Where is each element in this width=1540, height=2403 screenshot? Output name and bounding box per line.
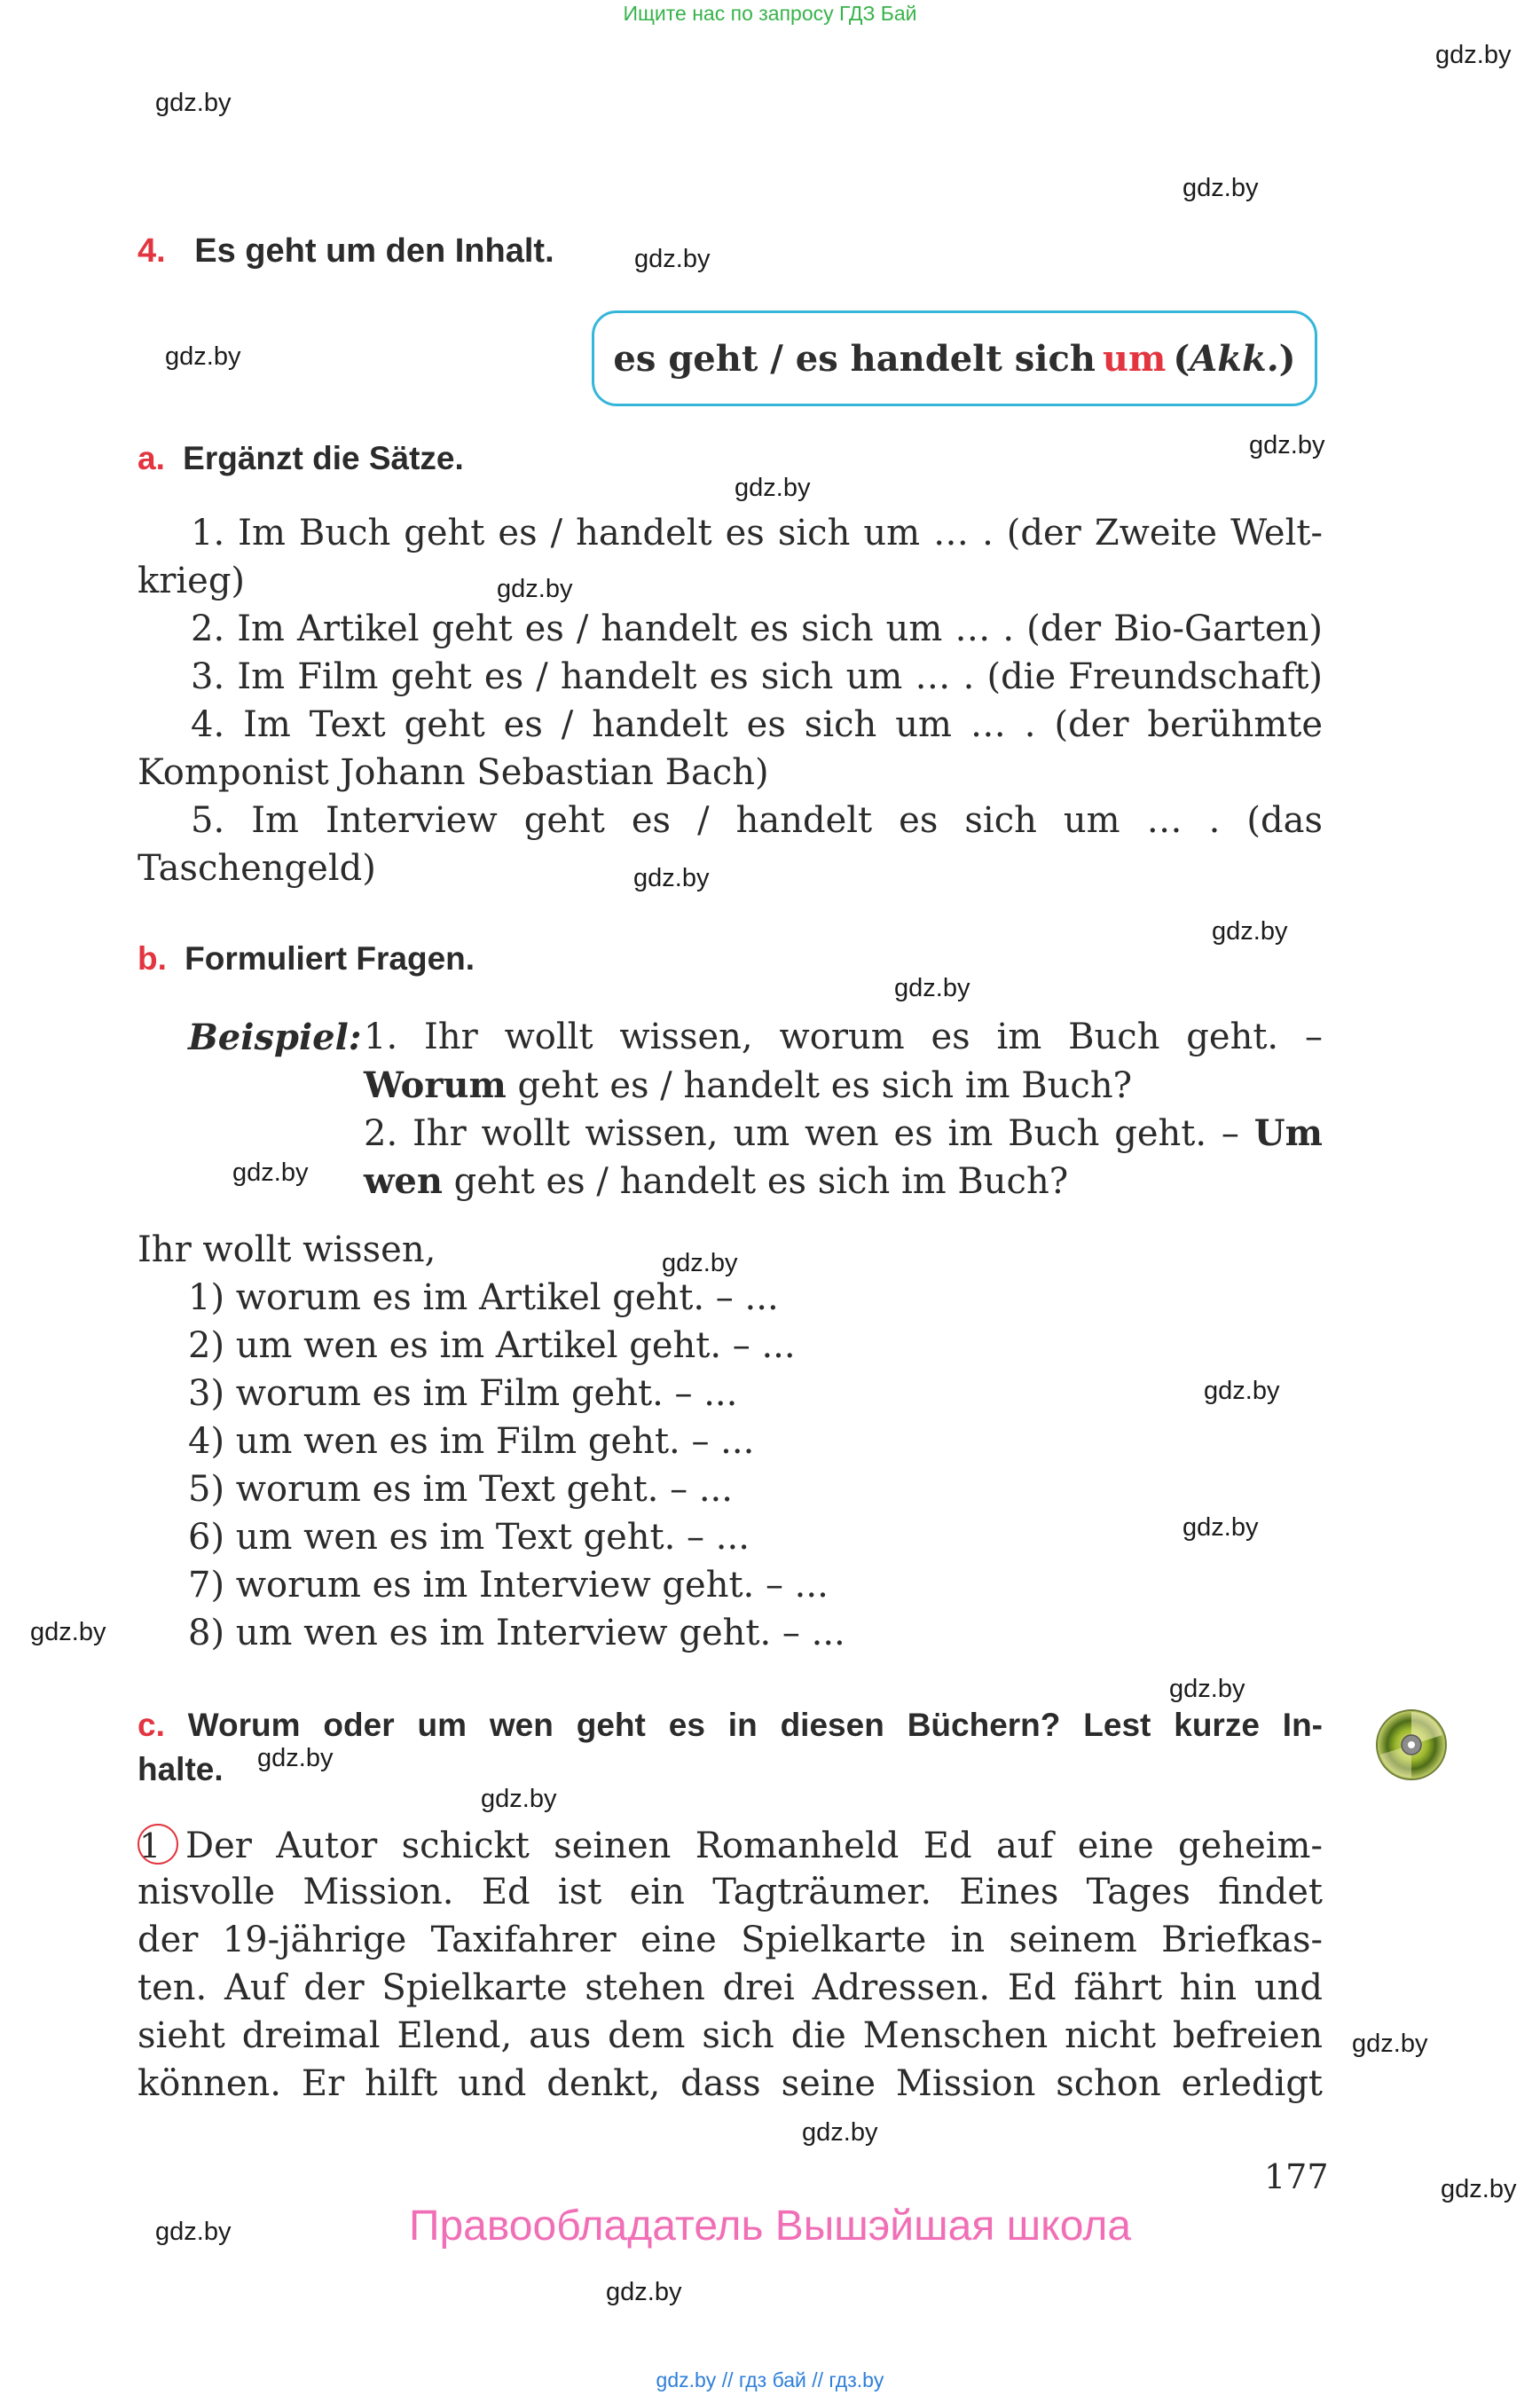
- task-number: 4.: [138, 232, 166, 270]
- sentence-line: 3. Im Film geht es / handelt es sich um … . (die Freundschaft): [191, 656, 1323, 697]
- question-item: 7) worum es im Interview geht. – ...: [188, 1565, 829, 1606]
- sentence-line: krieg): [138, 561, 246, 601]
- grammar-hint-preposition: um: [1102, 337, 1167, 380]
- sentence-line: 4. Im Text geht es / handelt es sich um … . (der berühmte: [191, 704, 1323, 745]
- grammar-hint-paren-open: (: [1173, 337, 1190, 380]
- reading-text-line: der 19-jährige Taxifahrer eine Spielkarte in seinem Briefkas-: [138, 1920, 1323, 1960]
- question-item: 4) um wen es im Film geht. – ...: [188, 1421, 755, 1462]
- reading-text-line: sieht dreimal Elend, aus dem sich die Menschen nicht befreien: [138, 2015, 1323, 2056]
- watermark: gdz.by: [165, 342, 241, 371]
- reading-text: Der Autor schickt seinen Romanheld Ed auf eine geheim-: [185, 1826, 1323, 1866]
- example-text: 2. Ihr wollt wissen, um wen es im Buch geht. –: [364, 1113, 1254, 1154]
- watermark: gdz.by: [802, 2118, 878, 2147]
- questions-intro: Ihr wollt wissen,: [138, 1229, 436, 1270]
- reading-text-line: ten. Auf der Spielkarte stehen drei Adressen. Ed fährt hin und: [138, 1967, 1323, 2008]
- section-letter: c.: [138, 1707, 165, 1743]
- watermark: gdz.by: [1212, 917, 1288, 946]
- cd-audio-icon[interactable]: [1375, 1708, 1448, 1781]
- watermark: gdz.by: [1435, 41, 1512, 69]
- section-title: Ergänzt die Sätze.: [183, 440, 464, 476]
- sentence-line: 1. Im Buch geht es / handelt es sich um … . (der Zweite Welt-: [191, 513, 1323, 554]
- grammar-hint-phrase: es geht / es handelt sich: [613, 337, 1096, 380]
- watermark: gdz.by: [481, 1785, 557, 1813]
- watermark: gdz.by: [634, 245, 711, 273]
- example-text: geht es / handelt es sich im Buch?: [442, 1161, 1069, 1202]
- sentence-line: 5. Im Interview geht es / handelt es sich um … . (das: [191, 800, 1323, 841]
- watermark: gdz.by: [1182, 174, 1259, 202]
- section-b-heading: [138, 940, 475, 978]
- question-item: 6) um wen es im Text geht. – ...: [188, 1517, 750, 1558]
- watermark: gdz.by: [1249, 431, 1325, 459]
- watermark: gdz.by: [30, 1618, 106, 1646]
- example-label: Beispiel:: [188, 1017, 362, 1058]
- grammar-hint-case: Akk.: [1190, 337, 1279, 380]
- question-item: 8) um wen es im Interview geht. – ...: [188, 1613, 845, 1653]
- watermark: gdz.by: [155, 89, 232, 117]
- task-4-heading: [138, 232, 554, 271]
- watermark: gdz.by: [1204, 1377, 1280, 1405]
- bottom-links-note[interactable]: gdz.by // гдз бай // гдз.by: [656, 2368, 884, 2391]
- section-c-heading: [138, 1707, 1323, 1744]
- watermark: gdz.by: [894, 974, 970, 1002]
- example-line: [364, 1112, 1323, 1154]
- watermark: gdz.by: [155, 2218, 232, 2246]
- watermark: gdz.by: [606, 2278, 682, 2306]
- example-line: [364, 1160, 1068, 1202]
- page-number: 177: [1264, 2157, 1329, 2196]
- rights-holder-footer: Правообладатель Вышэйшая школа: [408, 2203, 1132, 2250]
- sentence-line: 2. Im Artikel geht es / handelt es sich um … . (der Bio-Garten): [191, 609, 1323, 649]
- grammar-hint-box: [592, 310, 1317, 406]
- watermark: gdz.by: [633, 864, 710, 892]
- sentence-line: Taschengeld): [138, 848, 376, 889]
- example-text: geht es / handelt es sich im Buch?: [506, 1065, 1133, 1106]
- watermark: gdz.by: [1441, 2175, 1517, 2203]
- reading-text-line: nisvolle Mission. Ed ist ein Tagträumer. Eines Tages findet: [138, 1872, 1323, 1912]
- example-line: [364, 1064, 1132, 1106]
- task-title: Es geht um den Inhalt.: [194, 232, 554, 270]
- question-item: 3) worum es im Film geht. – ...: [188, 1373, 738, 1414]
- watermark: gdz.by: [662, 1249, 738, 1277]
- watermark: gdz.by: [1169, 1675, 1245, 1703]
- section-letter: b.: [138, 940, 167, 977]
- example-bold-word: wen: [364, 1160, 443, 1202]
- section-title: Formuliert Fragen.: [185, 940, 475, 977]
- top-search-note: Ищите нас по запросу ГДЗ Бай: [623, 2, 917, 25]
- watermark: gdz.by: [735, 474, 811, 502]
- sentence-line: Komponist Johann Sebastian Bach): [138, 752, 769, 793]
- example-bold-word: Worum: [364, 1064, 507, 1106]
- paragraph-number-badge: 1: [138, 1824, 178, 1865]
- example-line: 1. Ihr wollt wissen, worum es im Buch geht. –: [364, 1017, 1323, 1057]
- watermark: gdz.by: [257, 1744, 334, 1772]
- question-item: 5) worum es im Text geht. – ...: [188, 1469, 733, 1510]
- watermark: gdz.by: [497, 575, 573, 603]
- grammar-hint-paren-close: ): [1278, 337, 1296, 380]
- watermark: gdz.by: [1352, 2030, 1428, 2058]
- reading-text-line: [138, 1824, 1323, 1866]
- question-item: 2) um wen es im Artikel geht. – ...: [188, 1325, 796, 1366]
- section-c-heading-continued: halte.: [138, 1751, 224, 1787]
- section-a-heading: [138, 440, 464, 477]
- question-item: 1) worum es im Artikel geht. – ...: [188, 1277, 779, 1318]
- section-title: Worum oder um wen geht es in diesen Büchern? Lest kurze In-: [187, 1707, 1324, 1743]
- section-letter: a.: [138, 440, 165, 476]
- watermark: gdz.by: [1182, 1513, 1259, 1542]
- reading-text-line: können. Er hilft und denkt, dass seine Mission schon erledigt: [138, 2063, 1323, 2104]
- watermark: gdz.by: [232, 1158, 309, 1187]
- example-bold-word: Um: [1253, 1112, 1323, 1154]
